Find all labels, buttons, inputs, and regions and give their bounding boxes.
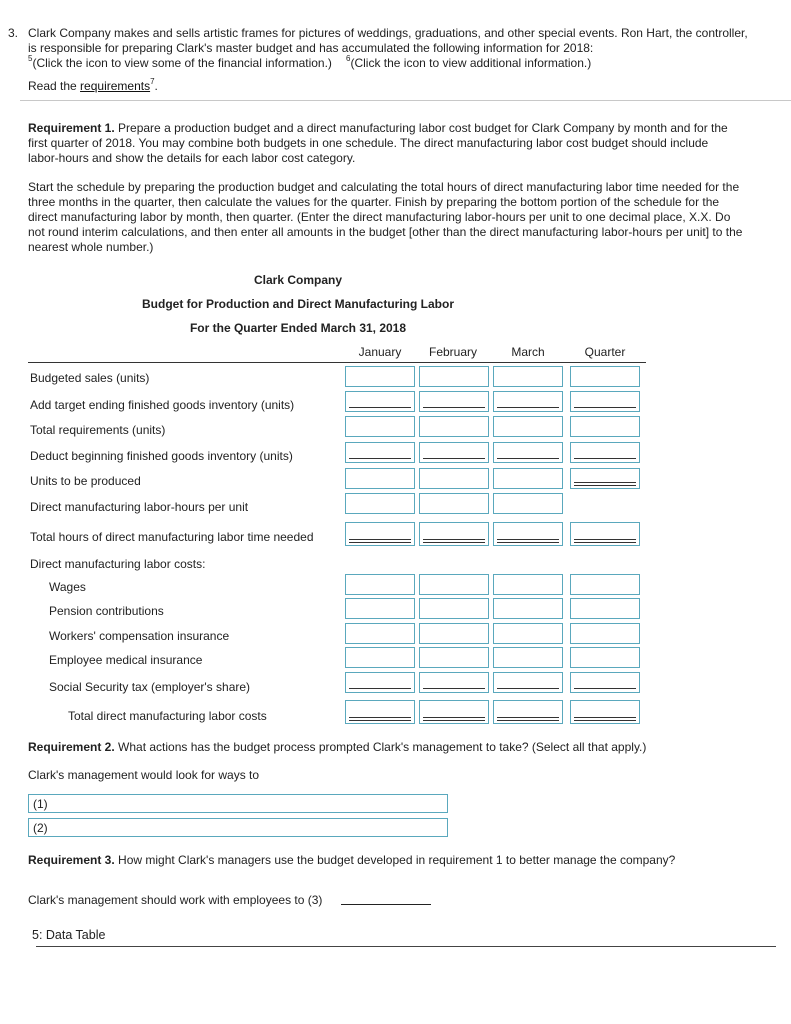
req3-answer-blank[interactable] — [341, 904, 431, 905]
read-prefix: Read the — [28, 79, 81, 93]
input-pension-quarter[interactable] — [570, 598, 640, 619]
input-social-security-quarter[interactable] — [570, 672, 640, 693]
input-medical-january[interactable] — [345, 647, 415, 668]
input-dml-hours-per-unit-january[interactable] — [345, 493, 415, 514]
intro-line-1: Clark Company makes and sells artistic frames for pictures of weddings, graduations, and other special events. Ron Hart, the controller, — [28, 26, 748, 40]
instruction-line-1: Start the schedule by preparing the production budget and calculating the total hours of direct manufacturing labor time needed for the — [28, 180, 740, 194]
row-total-requirements: Total requirements (units) — [30, 423, 166, 437]
input-total-hours-february[interactable] — [419, 522, 489, 546]
input-workers-comp-quarter[interactable] — [570, 623, 640, 644]
requirements-link[interactable]: requirements — [80, 79, 151, 93]
input-wages-february[interactable] — [419, 574, 489, 595]
budget-period: For the Quarter Ended March 31, 2018 — [189, 321, 407, 335]
row-dml-hours-per-unit: Direct manufacturing labor-hours per unit — [30, 500, 249, 514]
input-medical-march[interactable] — [493, 647, 563, 668]
req1-label: Requirement 1. — [28, 121, 115, 135]
row-pension: Pension contributions — [49, 604, 164, 618]
req2-text: What actions has the budget process prompted Clark's management to take? (Select all that apply.) — [114, 740, 647, 754]
row-medical: Employee medical insurance — [49, 653, 203, 667]
input-dml-hours-per-unit-february[interactable] — [419, 493, 489, 514]
data-table-rule — [36, 946, 776, 947]
instruction-line-3: direct manufacturing labor by month, then quarter. (Enter the direct manufacturing labor-hours per unit to one decimal place, X.X. Do — [28, 210, 731, 224]
instruction-line-4: not round interim calculations, and then enter all amounts in the budget [other than the direct manufacturing labor-hours per unit] to the — [28, 225, 743, 239]
req1-line-3: labor-hours and show the details for each labor cost category. — [28, 151, 356, 165]
input-deduct-begin-january[interactable] — [345, 442, 415, 463]
input-budgeted-sales-quarter[interactable] — [570, 366, 640, 387]
data-table-label: 5: Data Table — [32, 928, 106, 942]
req3-blank-number: (3) — [307, 893, 323, 907]
info-link-additional-text: (Click the icon to view additional information.) — [350, 56, 592, 70]
row-total-hours: Total hours of direct manufacturing labor time needed — [30, 530, 314, 544]
read-requirements — [28, 79, 158, 93]
input-deduct-begin-march[interactable] — [493, 442, 563, 463]
input-workers-comp-march[interactable] — [493, 623, 563, 644]
input-workers-comp-january[interactable] — [345, 623, 415, 644]
input-total-hours-quarter[interactable] — [570, 522, 640, 546]
input-units-produced-quarter[interactable] — [570, 468, 640, 489]
input-total-req-march[interactable] — [493, 416, 563, 437]
question-number: 3. — [8, 26, 19, 40]
instruction-line-2: three months in the quarter, then calculate the values for the quarter. Finish by preparing the bottom portion of the schedule for the — [28, 195, 720, 209]
input-add-target-january[interactable] — [345, 391, 415, 412]
intro-line-2: is responsible for preparing Clark's master budget and has accumulated the following information for 2018: — [28, 41, 594, 55]
input-pension-march[interactable] — [493, 598, 563, 619]
input-total-req-quarter[interactable] — [570, 416, 640, 437]
input-deduct-begin-february[interactable] — [419, 442, 489, 463]
req1-line-2: first quarter of 2018. You may combine both budgets in one schedule. The direct manufacturing labor cost budget should include — [28, 136, 709, 150]
input-add-target-february[interactable] — [419, 391, 489, 412]
col-header-quarter: Quarter — [584, 345, 626, 359]
req3-lead-text: Clark's management should work with employees to — [28, 893, 308, 907]
info-link-financial[interactable] — [28, 56, 332, 70]
input-total-costs-quarter[interactable] — [570, 700, 640, 724]
input-total-costs-march[interactable] — [493, 700, 563, 724]
row-budgeted-sales: Budgeted sales (units) — [30, 371, 150, 385]
input-workers-comp-february[interactable] — [419, 623, 489, 644]
row-wages: Wages — [49, 580, 86, 594]
input-pension-february[interactable] — [419, 598, 489, 619]
info-icon: 6 — [346, 54, 351, 63]
input-total-costs-january[interactable] — [345, 700, 415, 724]
requirements-sup: 7 — [150, 77, 155, 86]
input-social-security-january[interactable] — [345, 672, 415, 693]
req3-label: Requirement 3. — [28, 853, 115, 867]
divider — [20, 100, 791, 101]
instruction-line-5: nearest whole number.) — [28, 240, 154, 254]
input-total-req-january[interactable] — [345, 416, 415, 437]
input-total-req-february[interactable] — [419, 416, 489, 437]
col-header-february: February — [428, 345, 478, 359]
row-total-costs: Total direct manufacturing labor costs — [68, 709, 267, 723]
req1-text: Prepare a production budget and a direct manufacturing labor cost budget for Clark Company by month and for the — [114, 121, 728, 135]
row-units-produced: Units to be produced — [30, 474, 141, 488]
info-link-additional[interactable] — [346, 56, 591, 70]
input-wages-quarter[interactable] — [570, 574, 640, 595]
row-social-security: Social Security tax (employer's share) — [49, 680, 251, 694]
input-pension-january[interactable] — [345, 598, 415, 619]
input-units-produced-march[interactable] — [493, 468, 563, 489]
row-dml-costs-heading: Direct manufacturing labor costs: — [30, 557, 206, 571]
input-units-produced-february[interactable] — [419, 468, 489, 489]
req2-lead: Clark's management would look for ways to — [28, 768, 260, 782]
input-wages-march[interactable] — [493, 574, 563, 595]
input-units-produced-january[interactable] — [345, 468, 415, 489]
col-header-march: March — [511, 345, 545, 359]
info-icon: 5 — [28, 54, 33, 63]
input-medical-quarter[interactable] — [570, 647, 640, 668]
read-suffix: . — [154, 79, 158, 93]
input-budgeted-sales-february[interactable] — [419, 366, 489, 387]
req2-select-2[interactable]: (2) — [28, 818, 448, 837]
input-budgeted-sales-march[interactable] — [493, 366, 563, 387]
req2-line — [28, 740, 646, 754]
input-budgeted-sales-january[interactable] — [345, 366, 415, 387]
budget-company: Clark Company — [253, 273, 343, 287]
input-deduct-begin-quarter[interactable] — [570, 442, 640, 463]
row-add-target-ending: Add target ending finished goods inventory (units) — [30, 398, 295, 412]
row-deduct-beginning: Deduct beginning finished goods inventory (units) — [30, 449, 293, 463]
req3-lead — [28, 893, 322, 907]
req3-line — [28, 853, 675, 867]
input-total-hours-march[interactable] — [493, 522, 563, 546]
row-workers-comp: Workers' compensation insurance — [49, 629, 230, 643]
input-social-security-february[interactable] — [419, 672, 489, 693]
input-medical-february[interactable] — [419, 647, 489, 668]
req2-label: Requirement 2. — [28, 740, 115, 754]
input-total-costs-february[interactable] — [419, 700, 489, 724]
input-social-security-march[interactable] — [493, 672, 563, 693]
input-add-target-march[interactable] — [493, 391, 563, 412]
budget-title: Budget for Production and Direct Manufacturing Labor — [142, 297, 454, 311]
req3-text: How might Clark's managers use the budget developed in requirement 1 to better manage the company? — [114, 853, 676, 867]
input-add-target-quarter[interactable] — [570, 391, 640, 412]
col-header-january: January — [358, 345, 402, 359]
input-total-hours-january[interactable] — [345, 522, 415, 546]
info-link-financial-text: (Click the icon to view some of the financial information.) — [32, 56, 332, 70]
req1-line-1 — [28, 121, 728, 135]
input-wages-january[interactable] — [345, 574, 415, 595]
input-dml-hours-per-unit-march[interactable] — [493, 493, 563, 514]
header-rule — [28, 362, 646, 363]
req2-select-1[interactable]: (1) — [28, 794, 448, 813]
